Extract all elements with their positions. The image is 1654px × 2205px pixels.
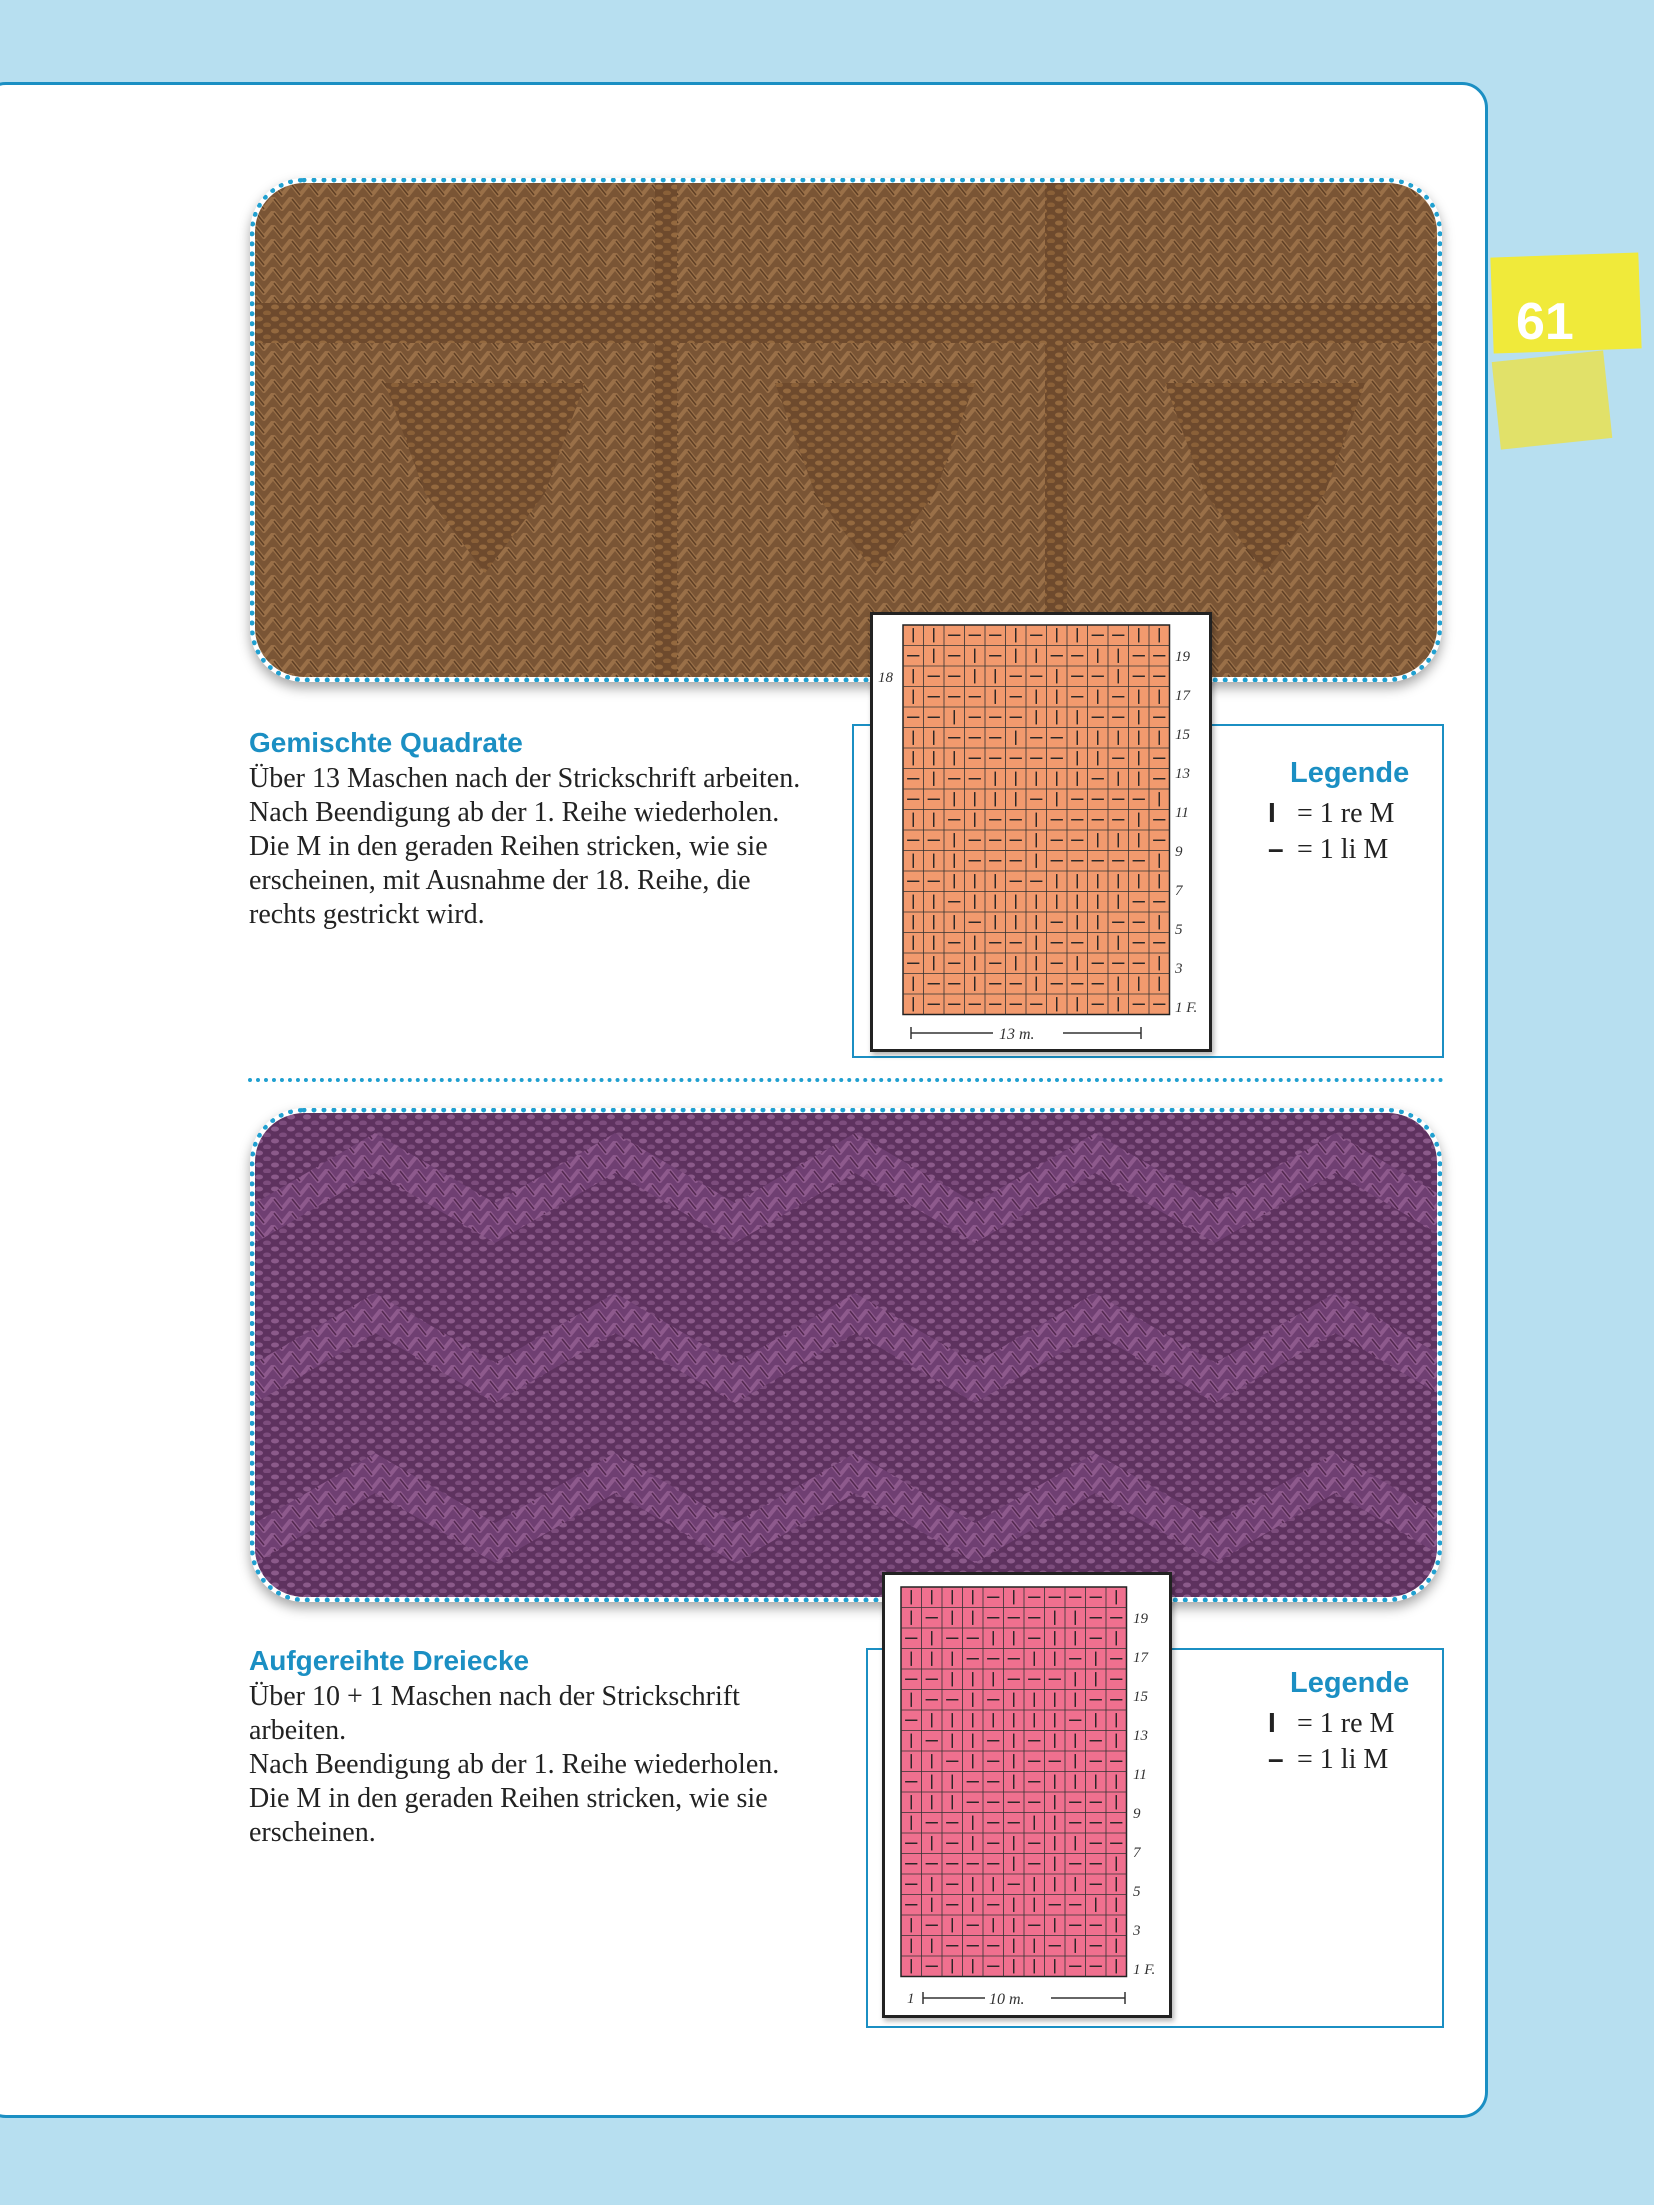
instruction-paragraph: Nach Beendigung ab der 1. Reihe wiederholen. Die M in den geraden Reihen stricken, wie sie erscheinen.: [249, 1749, 780, 1848]
instruction-paragraph: Über 13 Maschen nach der Strickschrift arbeiten. Nach Beendigung ab der 1. Reihe wiederholen. Die M in den geraden Reihen stricken, wie sie erscheinen, mit Ausnahme der 18. Reihe, die rechts gestrickt wird.: [249, 763, 801, 930]
row-label: 1 F.: [1133, 1962, 1156, 1978]
row-label: 13: [1175, 766, 1190, 782]
knitting-chart-triangles: [882, 1572, 1172, 2018]
legend-item-knit: [1268, 797, 1394, 830]
instruction-paragraph: Über 10 + 1 Maschen nach der Strickschrift arbeiten.: [249, 1681, 740, 1746]
row-label: 5: [1133, 1884, 1141, 1900]
legend-item-purl: [1268, 1743, 1388, 1776]
legend-item-text: = 1 li M: [1297, 1744, 1389, 1775]
pattern-instructions-mixed-squares: [249, 762, 809, 932]
row-label: 3: [1133, 1923, 1141, 1939]
pattern-title-mixed-squares: Gemischte Quadrate: [249, 727, 523, 758]
knit-swatch-mixed-squares: [250, 178, 1442, 682]
row-label: 19: [1133, 1611, 1148, 1627]
row-label: 19: [1175, 649, 1190, 665]
legend-item-purl: [1268, 833, 1388, 866]
legend-title: Legende: [1290, 1667, 1410, 1699]
row-label: 7: [1133, 1845, 1141, 1861]
row-label: 17: [1133, 1650, 1148, 1666]
knitting-chart-mixed-squares: [870, 612, 1212, 1052]
row-label: 3: [1175, 961, 1183, 977]
chart-left-label: 1: [907, 1991, 915, 2007]
row-label: 7: [1175, 883, 1183, 899]
row-label: 17: [1175, 688, 1190, 704]
row-label: 15: [1175, 727, 1190, 743]
row-label: 9: [1175, 844, 1183, 860]
legend-item-knit: [1268, 1707, 1394, 1740]
chart-left-label: 18: [878, 670, 893, 686]
pattern-title-triangles: Aufgereihte Dreiecke: [249, 1645, 530, 1676]
legend-title: Legende: [1290, 757, 1410, 789]
row-label: 9: [1133, 1806, 1141, 1822]
chart-stitch-label: 10 m.: [989, 1991, 1025, 2008]
row-label: 1 F.: [1175, 1000, 1198, 1016]
legend-item-text: = 1 li M: [1297, 834, 1389, 865]
chart-grid-2: [885, 1575, 1169, 2015]
legend-item-text: = 1 re M: [1297, 798, 1395, 829]
row-label: 11: [1133, 1767, 1147, 1783]
section-divider: [248, 1078, 1444, 1082]
chart-grid-1: [873, 615, 1209, 1049]
knit-symbol-icon: I: [1268, 797, 1276, 828]
knit-symbol-icon: I: [1268, 1707, 1276, 1738]
row-label: 5: [1175, 922, 1183, 938]
knit-swatch-triangles: [250, 1108, 1442, 1602]
page-number: 61: [1516, 293, 1574, 351]
purl-symbol-icon: –: [1268, 833, 1284, 864]
purl-symbol-icon: –: [1268, 1743, 1284, 1774]
legend-item-text: = 1 re M: [1297, 1708, 1395, 1739]
row-label: 13: [1133, 1728, 1148, 1744]
row-label: 15: [1133, 1689, 1148, 1705]
row-label: 11: [1175, 805, 1189, 821]
page-tab-shadow: [1492, 350, 1613, 449]
chart-stitch-label: 13 m.: [999, 1026, 1035, 1043]
pattern-instructions-triangles: [249, 1680, 809, 1850]
